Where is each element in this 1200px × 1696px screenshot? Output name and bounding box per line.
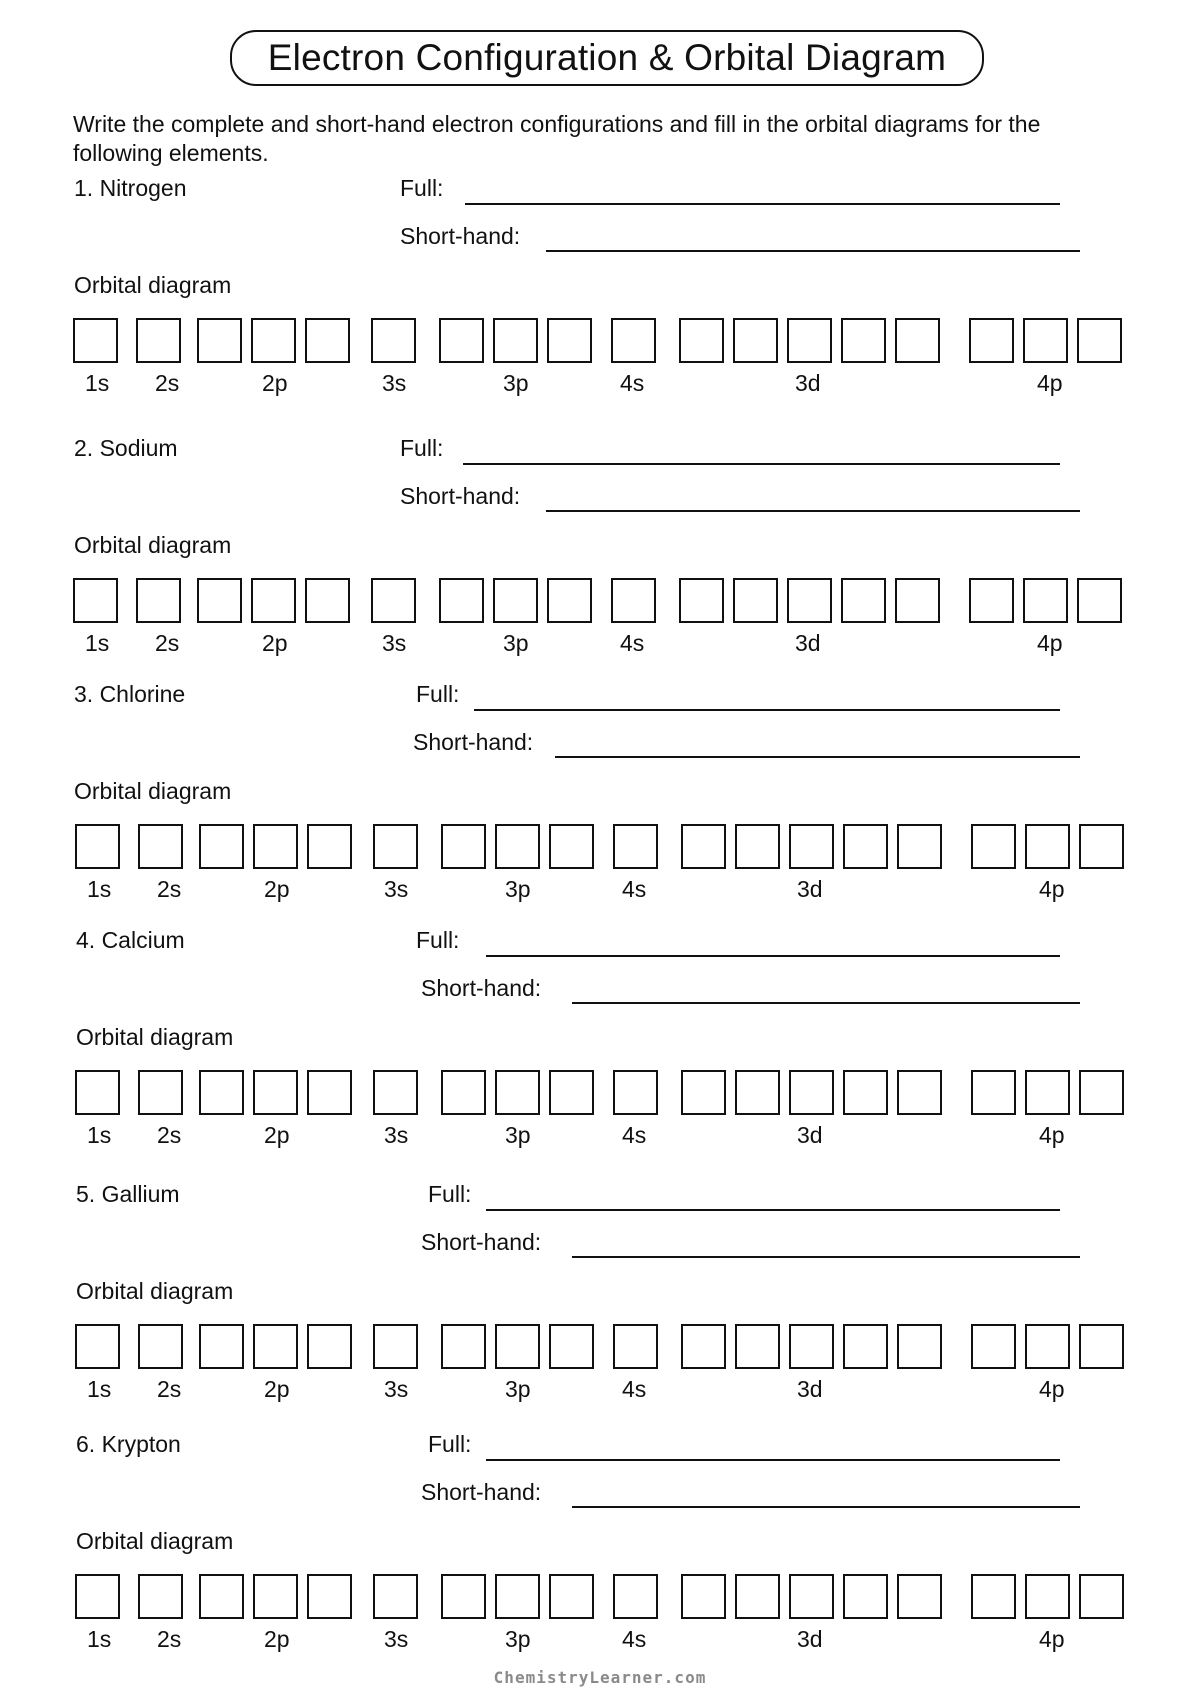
sublevel-label: 3d — [797, 1122, 823, 1148]
orbital-box-2p[interactable] — [197, 318, 242, 363]
orbital-box-2p[interactable] — [251, 578, 296, 623]
sublevel-label: 3s — [382, 370, 407, 396]
short-hand-label: Short-hand: — [421, 1479, 542, 1505]
orbital-box-3p[interactable] — [549, 1070, 594, 1115]
sublevel-label: 3d — [795, 630, 821, 656]
orbital-box-3d[interactable] — [895, 318, 940, 363]
sublevel-label: 4s — [622, 1122, 647, 1148]
sublevel-label: 2p — [264, 1376, 290, 1402]
element-label: 3. Chlorine — [74, 681, 186, 707]
orbital-box-3p[interactable] — [493, 578, 538, 623]
sublevel-label: 1s — [87, 1122, 112, 1148]
full-label: Full: — [416, 681, 460, 707]
orbital-box-3p[interactable] — [439, 318, 484, 363]
sublevel-label: 2p — [262, 370, 288, 396]
orbital-box-3d[interactable] — [735, 824, 780, 869]
orbital-box-3d[interactable] — [841, 578, 886, 623]
sublevel-label: 2s — [157, 876, 182, 902]
orbital-box-3d[interactable] — [787, 318, 832, 363]
orbital-box-3d[interactable] — [735, 1070, 780, 1115]
full-answer-line[interactable] — [465, 203, 1060, 205]
sublevel-label: 2s — [155, 630, 180, 656]
sublevel-label: 4p — [1039, 876, 1065, 902]
orbital-box-4p[interactable] — [971, 1070, 1016, 1115]
orbital-box-2p[interactable] — [197, 578, 242, 623]
orbital-box-4p[interactable] — [1025, 1324, 1070, 1369]
orbital-box-4p[interactable] — [1079, 1324, 1124, 1369]
sublevel-label: 4s — [620, 630, 645, 656]
orbital-box-1s[interactable] — [75, 1070, 120, 1115]
element-label: 6. Krypton — [76, 1431, 181, 1457]
sublevel-label: 4s — [620, 370, 645, 396]
orbital-box-3d[interactable] — [897, 1324, 942, 1369]
orbital-box-4s[interactable] — [613, 824, 658, 869]
sublevel-label: 4p — [1037, 370, 1063, 396]
orbital-box-3d[interactable] — [789, 1324, 834, 1369]
orbital-box-3s[interactable] — [371, 318, 416, 363]
orbital-box-3d[interactable] — [843, 1574, 888, 1619]
orbital-box-3d[interactable] — [895, 578, 940, 623]
sublevel-label: 2p — [264, 1122, 290, 1148]
orbital-box-3p[interactable] — [549, 824, 594, 869]
full-answer-line[interactable] — [486, 1459, 1060, 1461]
orbital-box-4s[interactable] — [611, 318, 656, 363]
orbital-box-4s[interactable] — [613, 1324, 658, 1369]
sublevel-label: 3s — [384, 1122, 409, 1148]
sublevel-label: 3d — [797, 1626, 823, 1652]
orbital-box-2p[interactable] — [253, 1324, 298, 1369]
sublevel-label: 3s — [384, 876, 409, 902]
orbital-box-4p[interactable] — [1025, 824, 1070, 869]
orbital-box-3d[interactable] — [897, 1070, 942, 1115]
sublevel-label: 4s — [622, 1376, 647, 1402]
orbital-box-1s[interactable] — [73, 578, 118, 623]
full-label: Full: — [400, 175, 444, 201]
orbital-box-2s[interactable] — [136, 318, 181, 363]
orbital-box-4p[interactable] — [971, 1574, 1016, 1619]
short-hand-label: Short-hand: — [421, 975, 542, 1001]
sublevel-label: 3d — [797, 1376, 823, 1402]
element-label: 1. Nitrogen — [74, 175, 187, 201]
orbital-box-3d[interactable] — [733, 318, 778, 363]
sublevel-label: 3p — [505, 1122, 531, 1148]
orbital-box-2s[interactable] — [138, 1574, 183, 1619]
sublevel-label: 2s — [157, 1626, 182, 1652]
orbital-box-2p[interactable] — [253, 824, 298, 869]
orbital-box-3d[interactable] — [897, 824, 942, 869]
orbital-box-2s[interactable] — [138, 1070, 183, 1115]
orbital-box-2s[interactable] — [138, 1324, 183, 1369]
orbital-box-2p[interactable] — [305, 578, 350, 623]
sublevel-label: 2s — [155, 370, 180, 396]
sublevel-label: 3p — [503, 370, 529, 396]
orbital-box-2p[interactable] — [307, 1324, 352, 1369]
orbital-box-2p[interactable] — [307, 1574, 352, 1619]
orbital-box-3p[interactable] — [547, 578, 592, 623]
orbital-box-2p[interactable] — [251, 318, 296, 363]
orbital-box-2p[interactable] — [199, 1324, 244, 1369]
orbital-diagram-label: Orbital diagram — [74, 778, 232, 804]
full-answer-line[interactable] — [474, 709, 1060, 711]
orbital-box-3d[interactable] — [681, 1070, 726, 1115]
sublevel-label: 4s — [622, 876, 647, 902]
orbital-box-4p[interactable] — [969, 318, 1014, 363]
page-title: Electron Configuration & Orbital Diagram — [267, 37, 947, 78]
sublevel-label: 4s — [622, 1626, 647, 1652]
orbital-box-4p[interactable] — [1077, 318, 1122, 363]
full-label: Full: — [416, 927, 460, 953]
title-frame — [230, 30, 984, 86]
orbital-box-3d[interactable] — [679, 318, 724, 363]
orbital-box-4p[interactable] — [1079, 824, 1124, 869]
sublevel-label: 3p — [505, 876, 531, 902]
orbital-diagram-label: Orbital diagram — [76, 1528, 234, 1554]
orbital-box-3p[interactable] — [493, 318, 538, 363]
orbital-box-3s[interactable] — [373, 1574, 418, 1619]
sublevel-label: 4p — [1039, 1122, 1065, 1148]
sublevel-label: 4p — [1039, 1626, 1065, 1652]
orbital-diagram-label: Orbital diagram — [74, 532, 232, 558]
sublevel-label: 4p — [1037, 630, 1063, 656]
orbital-box-2s[interactable] — [136, 578, 181, 623]
footer-credit: ChemistryLearner.com — [493, 1668, 707, 1687]
orbital-diagram-label: Orbital diagram — [76, 1024, 234, 1050]
orbital-box-3s[interactable] — [373, 1324, 418, 1369]
sublevel-label: 2s — [157, 1376, 182, 1402]
short-hand-answer-line[interactable] — [572, 1002, 1080, 1004]
orbital-box-3d[interactable] — [681, 1324, 726, 1369]
orbital-box-3p[interactable] — [441, 1070, 486, 1115]
orbital-box-3d[interactable] — [789, 1070, 834, 1115]
orbital-box-3p[interactable] — [495, 1574, 540, 1619]
orbital-box-3d[interactable] — [843, 1070, 888, 1115]
short-hand-label: Short-hand: — [400, 223, 521, 249]
orbital-box-3p[interactable] — [495, 1070, 540, 1115]
short-hand-answer-line[interactable] — [546, 250, 1080, 252]
sublevel-label: 1s — [87, 876, 112, 902]
sublevel-label: 3d — [797, 876, 823, 902]
full-answer-line[interactable] — [463, 463, 1060, 465]
orbital-box-4s[interactable] — [611, 578, 656, 623]
full-answer-line[interactable] — [486, 955, 1060, 957]
sublevel-label: 3p — [505, 1626, 531, 1652]
orbital-box-2p[interactable] — [307, 1070, 352, 1115]
orbital-box-4p[interactable] — [971, 824, 1016, 869]
orbital-diagram-label: Orbital diagram — [74, 272, 232, 298]
orbital-box-3d[interactable] — [681, 824, 726, 869]
orbital-box-4p[interactable] — [1079, 1070, 1124, 1115]
short-hand-answer-line[interactable] — [555, 756, 1080, 758]
orbital-box-3p[interactable] — [495, 824, 540, 869]
orbital-box-3d[interactable] — [841, 318, 886, 363]
sublevel-label: 2p — [262, 630, 288, 656]
orbital-box-2p[interactable] — [199, 1070, 244, 1115]
orbital-box-4p[interactable] — [1025, 1070, 1070, 1115]
orbital-box-3p[interactable] — [441, 1574, 486, 1619]
sublevel-label: 1s — [85, 370, 110, 396]
orbital-box-1s[interactable] — [75, 824, 120, 869]
short-hand-answer-line[interactable] — [572, 1506, 1080, 1508]
orbital-box-1s[interactable] — [73, 318, 118, 363]
orbital-box-4s[interactable] — [613, 1070, 658, 1115]
orbital-box-2p[interactable] — [199, 1574, 244, 1619]
orbital-box-3d[interactable] — [681, 1574, 726, 1619]
orbital-box-4p[interactable] — [971, 1324, 1016, 1369]
orbital-box-3p[interactable] — [439, 578, 484, 623]
orbital-box-2p[interactable] — [253, 1070, 298, 1115]
orbital-box-4s[interactable] — [613, 1574, 658, 1619]
sublevel-label: 2p — [264, 1626, 290, 1652]
orbital-box-3d[interactable] — [843, 824, 888, 869]
orbital-box-3p[interactable] — [441, 1324, 486, 1369]
sublevel-label: 4p — [1039, 1376, 1065, 1402]
orbital-box-2p[interactable] — [307, 824, 352, 869]
orbital-box-3p[interactable] — [547, 318, 592, 363]
orbital-box-3p[interactable] — [549, 1574, 594, 1619]
sublevel-label: 3p — [505, 1376, 531, 1402]
orbital-box-3d[interactable] — [735, 1324, 780, 1369]
orbital-box-2p[interactable] — [305, 318, 350, 363]
sublevel-label: 3d — [795, 370, 821, 396]
orbital-diagram-label: Orbital diagram — [76, 1278, 234, 1304]
orbital-box-4p[interactable] — [1023, 578, 1068, 623]
orbital-box-3d[interactable] — [679, 578, 724, 623]
sublevel-label: 1s — [87, 1626, 112, 1652]
orbital-box-4p[interactable] — [1023, 318, 1068, 363]
short-hand-label: Short-hand: — [413, 729, 534, 755]
element-label: 5. Gallium — [76, 1181, 180, 1207]
sublevel-label: 3s — [384, 1376, 409, 1402]
sublevel-label: 1s — [85, 630, 110, 656]
sublevel-label: 2p — [264, 876, 290, 902]
orbital-box-2p[interactable] — [199, 824, 244, 869]
orbital-box-3d[interactable] — [787, 578, 832, 623]
short-hand-answer-line[interactable] — [546, 510, 1080, 512]
sublevel-label: 2s — [157, 1122, 182, 1148]
orbital-box-3p[interactable] — [441, 824, 486, 869]
orbital-box-1s[interactable] — [75, 1324, 120, 1369]
orbital-box-3s[interactable] — [373, 1070, 418, 1115]
orbital-box-3s[interactable] — [373, 824, 418, 869]
orbital-box-2s[interactable] — [138, 824, 183, 869]
full-label: Full: — [428, 1431, 472, 1457]
orbital-box-4p[interactable] — [1077, 578, 1122, 623]
element-label: 2. Sodium — [74, 435, 178, 461]
orbital-box-4p[interactable] — [1079, 1574, 1124, 1619]
orbital-box-1s[interactable] — [75, 1574, 120, 1619]
short-hand-answer-line[interactable] — [572, 1256, 1080, 1258]
orbital-box-2p[interactable] — [253, 1574, 298, 1619]
sublevel-label: 3s — [382, 630, 407, 656]
orbital-box-4p[interactable] — [1025, 1574, 1070, 1619]
orbital-box-3s[interactable] — [371, 578, 416, 623]
full-label: Full: — [428, 1181, 472, 1207]
orbital-box-4p[interactable] — [969, 578, 1014, 623]
full-label: Full: — [400, 435, 444, 461]
sublevel-label: 1s — [87, 1376, 112, 1402]
orbital-box-3p[interactable] — [549, 1324, 594, 1369]
orbital-box-3d[interactable] — [843, 1324, 888, 1369]
short-hand-label: Short-hand: — [400, 483, 521, 509]
orbital-box-3d[interactable] — [789, 1574, 834, 1619]
short-hand-label: Short-hand: — [421, 1229, 542, 1255]
orbital-box-3d[interactable] — [733, 578, 778, 623]
orbital-box-3d[interactable] — [897, 1574, 942, 1619]
full-answer-line[interactable] — [486, 1209, 1060, 1211]
orbital-box-3d[interactable] — [789, 824, 834, 869]
orbital-box-3p[interactable] — [495, 1324, 540, 1369]
element-label: 4. Calcium — [76, 927, 185, 953]
sublevel-label: 3s — [384, 1626, 409, 1652]
orbital-box-3d[interactable] — [735, 1574, 780, 1619]
instructions: Write the complete and short-hand electron configurations and fill in the orbital diagrams for the following elements. — [73, 111, 1041, 166]
sublevel-label: 3p — [503, 630, 529, 656]
